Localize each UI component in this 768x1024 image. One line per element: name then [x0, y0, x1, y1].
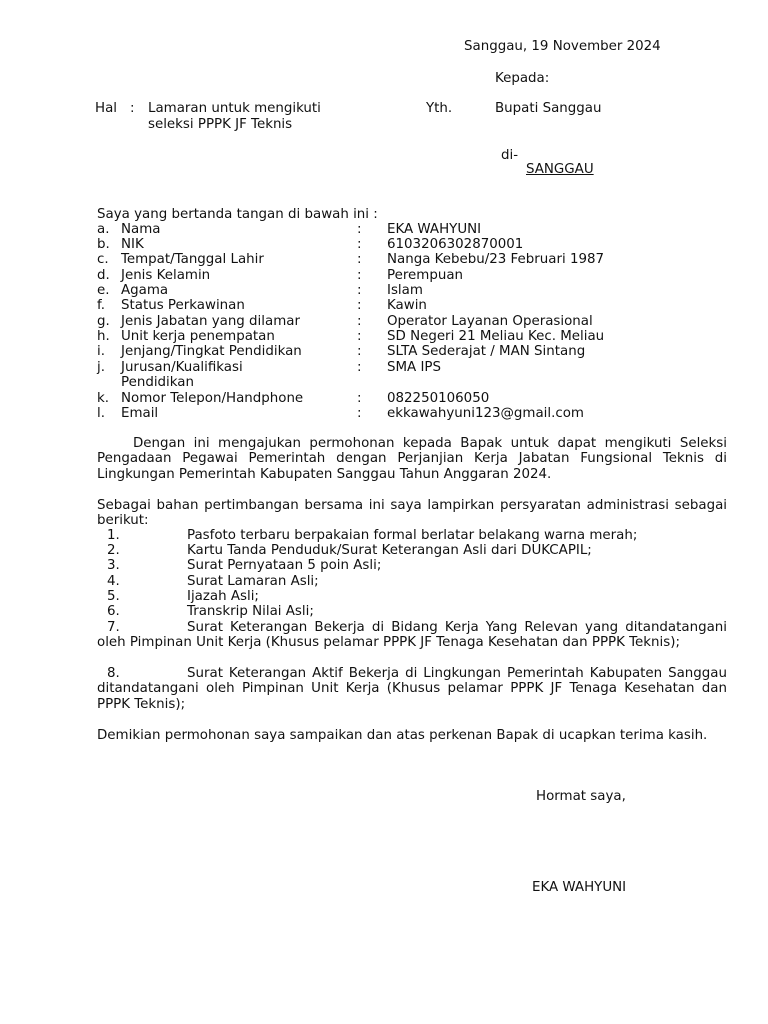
hal-colon: :: [130, 101, 135, 116]
identity-label: Jenjang/Tingkat Pendidikan: [121, 344, 302, 359]
list-text: Surat Keterangan Bekerja di Bidang Kerja Yang Relevan yang ditandatangani oleh Pimpinan Unit Kerja (Khusus pelamar PPPK JF Tenaga Kesehatan dan PPPK Teknis);: [97, 620, 727, 651]
identity-value: SLTA Sederajat / MAN Sintang: [387, 344, 586, 359]
identity-row: [97, 344, 657, 359]
identity-colon: :: [357, 222, 362, 237]
identity-colon: :: [357, 252, 362, 267]
list-text: Surat Lamaran Asli;: [187, 574, 319, 589]
identity-row: [97, 237, 657, 252]
identity-letter: k.: [97, 391, 110, 406]
identity-colon: :: [357, 283, 362, 298]
list-item: [97, 666, 727, 712]
identity-value: ekkawahyuni123@gmail.com: [387, 406, 584, 421]
identity-label: Agama: [121, 283, 169, 298]
identity-row: [97, 329, 657, 344]
identity-letter: c.: [97, 252, 109, 267]
closing-paragraph: Demikian permohonan saya sampaikan dan atas perkenan Bapak di ucapkan terima kasih.: [97, 728, 708, 743]
identity-label-cont: Pendidikan: [121, 375, 194, 390]
identity-value: Kawin: [387, 298, 427, 313]
yth-label: Yth.: [426, 101, 453, 116]
identity-letter: b.: [97, 237, 110, 252]
list-item: [97, 558, 727, 573]
identity-colon: :: [357, 406, 362, 421]
paragraph-attachments: Sebagai bahan pertimbangan bersama ini saya lampirkan persyaratan administrasi sebagai berikut:: [97, 498, 727, 529]
identity-row: [97, 406, 657, 421]
identity-colon: :: [357, 314, 362, 329]
paragraph-request: Dengan ini mengajukan permohonan kepada Bapak untuk dapat mengikuti Seleksi Pengadaan Pegawai Pemerintah dengan Perjanjian Kerja Jabatan Fungsional Teknis di Lingkungan Pemerintah Kabupaten Sanggau Tahun Anggaran 2024.: [97, 436, 727, 482]
recipient: Bupati Sanggau: [495, 101, 602, 116]
identity-value: SMA IPS: [387, 360, 441, 375]
identity-label: Status Perkawinan: [121, 298, 245, 313]
list-item: [97, 528, 727, 543]
identity-value: SD Negeri 21 Meliau Kec. Meliau: [387, 329, 605, 344]
hal-label: Hal: [95, 101, 117, 116]
identity-colon: :: [357, 268, 362, 283]
list-number: 2.: [107, 543, 120, 558]
identity-row: [97, 268, 657, 283]
signature-name: EKA WAHYUNI: [532, 880, 627, 895]
list-text: Transkrip Nilai Asli;: [187, 604, 314, 619]
identity-label: Unit kerja penempatan: [121, 329, 275, 344]
list-item: [97, 589, 727, 604]
list-item: [97, 620, 727, 651]
identity-colon: :: [357, 360, 362, 375]
list-number: 7.: [107, 620, 120, 635]
identity-label: Nomor Telepon/Handphone: [121, 391, 304, 406]
di-label: di-: [501, 148, 519, 163]
kepada-label: Kepada:: [495, 71, 550, 86]
identity-letter: e.: [97, 283, 110, 298]
identity-label: Jenis Kelamin: [121, 268, 211, 283]
identity-letter: d.: [97, 268, 110, 283]
identity-letter: f.: [97, 298, 105, 313]
identity-label: Tempat/Tanggal Lahir: [121, 252, 264, 267]
identity-letter: a.: [97, 222, 110, 237]
identity-letter: l.: [97, 406, 105, 421]
identity-label: Nama: [121, 222, 161, 237]
identity-value: 6103206302870001: [387, 237, 524, 252]
identity-letter: i.: [97, 344, 105, 359]
identity-letter: h.: [97, 329, 110, 344]
intro-text: Saya yang bertanda tangan di bawah ini :: [97, 207, 378, 222]
list-text: Ijazah Asli;: [187, 589, 259, 604]
identity-label: Email: [121, 406, 159, 421]
list-number: 1.: [107, 528, 120, 543]
list-text: Surat Keterangan Aktif Bekerja di Lingkungan Pemerintah Kabupaten Sanggau ditandatangani oleh Pimpinan Unit Kerja (Khusus pelamar PPPK JF Tenaga Kesehatan dan PPPK Teknis);: [97, 666, 727, 712]
identity-colon: :: [357, 391, 362, 406]
list-text: Kartu Tanda Penduduk/Surat Keterangan Asli dari DUKCAPIL;: [187, 543, 592, 558]
list-number: 5.: [107, 589, 120, 604]
identity-value: EKA WAHYUNI: [387, 222, 482, 237]
identity-colon: :: [357, 344, 362, 359]
identity-colon: :: [357, 298, 362, 313]
identity-row: [97, 314, 657, 329]
identity-value: Nanga Kebebu/23 Februari 1987: [387, 252, 605, 267]
identity-row: [97, 252, 657, 267]
list-number: 6.: [107, 604, 120, 619]
identity-label: Jenis Jabatan yang dilamar: [121, 314, 300, 329]
hal-line-2: seleksi PPPK JF Teknis: [148, 117, 293, 132]
place-date: Sanggau, 19 November 2024: [464, 39, 661, 54]
identity-value: Perempuan: [387, 268, 464, 283]
list-item: [97, 604, 727, 619]
list-item: [97, 574, 727, 589]
identity-letter: j.: [97, 360, 105, 375]
identity-row: [97, 360, 657, 391]
identity-colon: :: [357, 237, 362, 252]
identity-row: [97, 298, 657, 313]
list-number: 3.: [107, 558, 120, 573]
list-text: Pasfoto terbaru berpakaian formal berlatar belakang warna merah;: [187, 528, 638, 543]
identity-value: 082250106050: [387, 391, 490, 406]
identity-letter: g.: [97, 314, 110, 329]
identity-row: [97, 391, 657, 406]
list-number: 4.: [107, 574, 120, 589]
identity-label: Jurusan/Kualifikasi: [121, 360, 243, 375]
hal-line-1: Lamaran untuk mengikuti: [148, 101, 321, 116]
signoff: Hormat saya,: [536, 789, 626, 804]
city: SANGGAU: [526, 162, 594, 177]
identity-row: [97, 222, 657, 237]
list-text: Surat Pernyataan 5 poin Asli;: [187, 558, 382, 573]
identity-value: Islam: [387, 283, 423, 298]
identity-label: NIK: [121, 237, 144, 252]
list-number: 8.: [107, 666, 120, 681]
identity-value: Operator Layanan Operasional: [387, 314, 593, 329]
identity-colon: :: [357, 329, 362, 344]
identity-row: [97, 283, 657, 298]
list-item: [97, 543, 727, 558]
